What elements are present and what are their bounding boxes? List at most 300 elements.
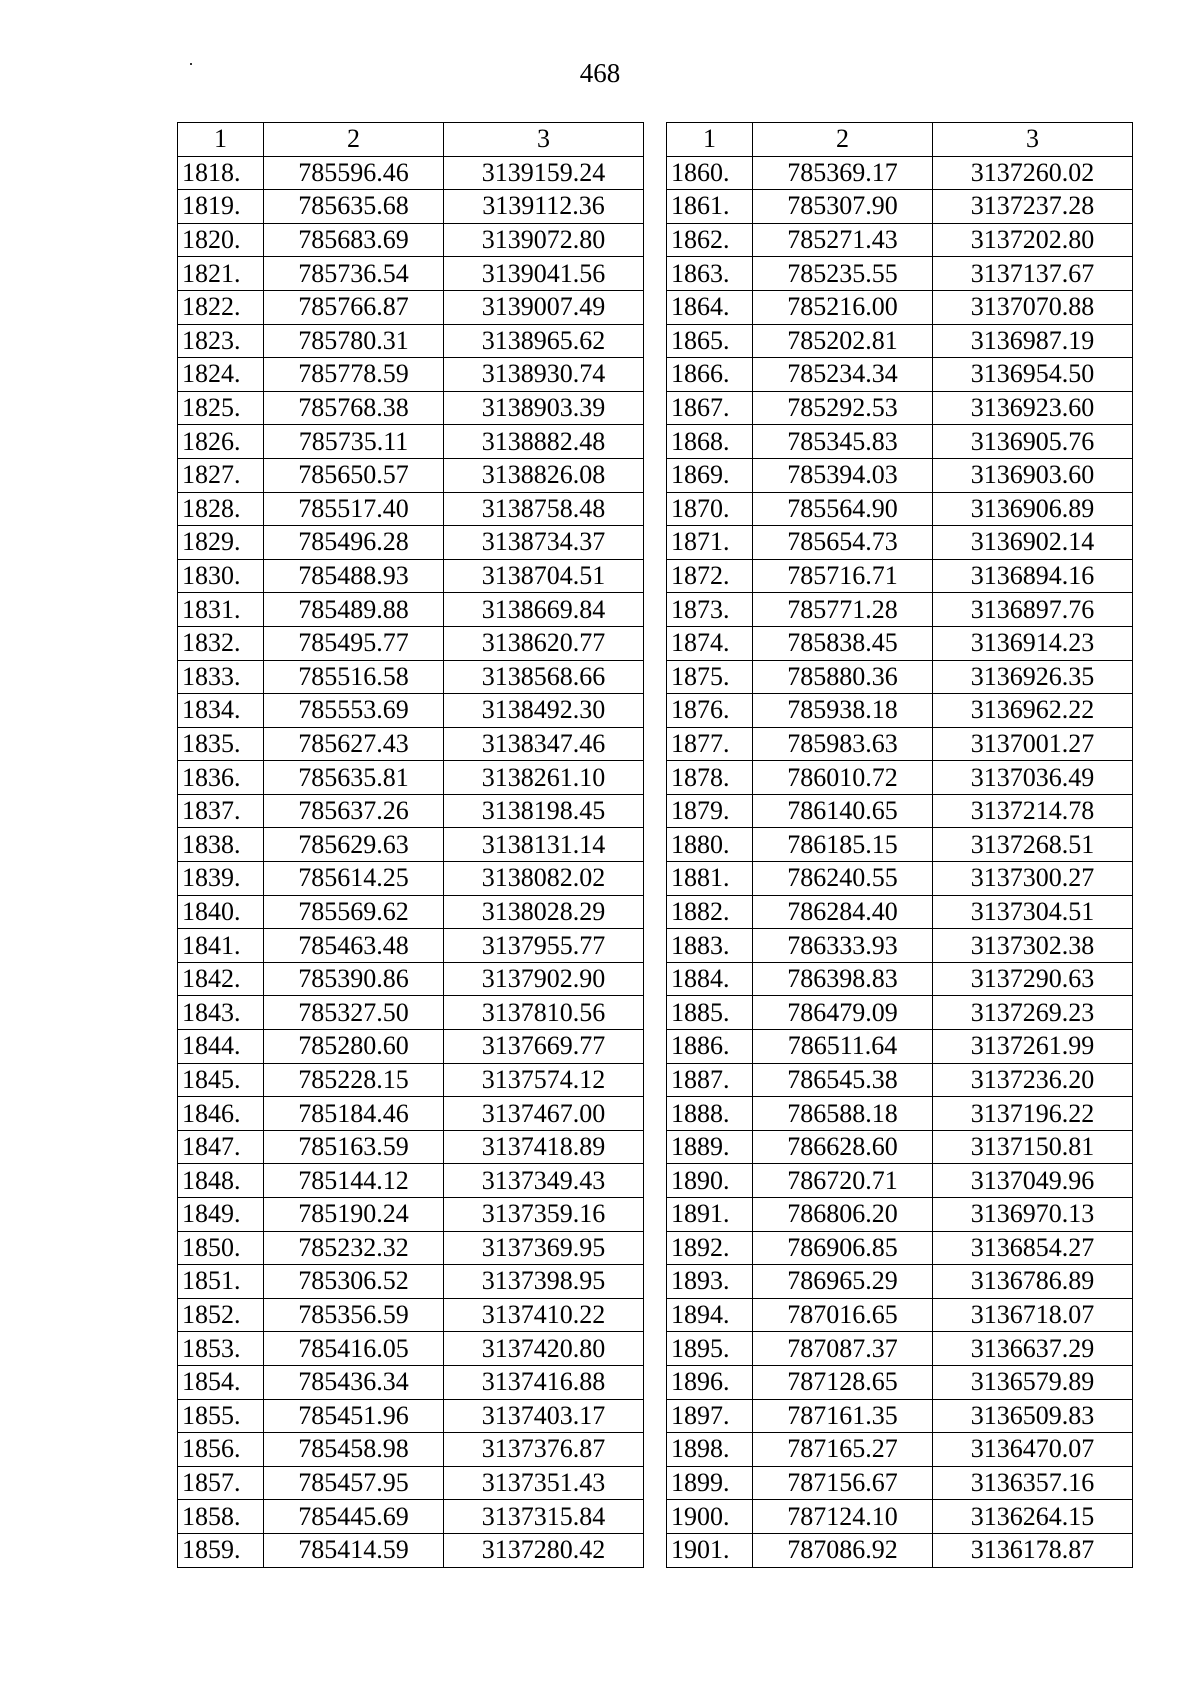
point-number-cell: 1892. [667, 1231, 753, 1265]
table-row [178, 1298, 644, 1332]
y-coordinate-cell: 3136854.27 [933, 1231, 1133, 1265]
table-row [178, 1130, 644, 1164]
point-number-cell: 1886. [667, 1030, 753, 1064]
table-row [667, 1198, 1133, 1232]
x-coordinate-cell: 785983.63 [753, 727, 933, 761]
x-coordinate-cell: 787124.10 [753, 1500, 933, 1534]
point-number-cell: 1895. [667, 1332, 753, 1366]
table-row [178, 929, 644, 963]
point-number-cell: 1849. [178, 1198, 264, 1232]
x-coordinate-cell: 787156.67 [753, 1466, 933, 1500]
point-number-cell: 1834. [178, 694, 264, 728]
x-coordinate-cell: 785216.00 [753, 290, 933, 324]
x-coordinate-cell: 785190.24 [264, 1198, 444, 1232]
point-number-cell: 1888. [667, 1097, 753, 1131]
x-coordinate-cell: 786588.18 [753, 1097, 933, 1131]
y-coordinate-cell: 3137268.51 [933, 828, 1133, 862]
y-coordinate-cell: 3136718.07 [933, 1298, 1133, 1332]
x-coordinate-cell: 786511.64 [753, 1030, 933, 1064]
y-coordinate-cell: 3139007.49 [444, 290, 644, 324]
y-coordinate-cell: 3136954.50 [933, 358, 1133, 392]
table-row [178, 492, 644, 526]
y-coordinate-cell: 3136962.22 [933, 694, 1133, 728]
table-row [667, 425, 1133, 459]
y-coordinate-cell: 3137280.42 [444, 1533, 644, 1567]
table-row [667, 526, 1133, 560]
y-coordinate-cell: 3137137.67 [933, 257, 1133, 291]
x-coordinate-cell: 786479.09 [753, 996, 933, 1030]
table-row [667, 1466, 1133, 1500]
x-coordinate-cell: 786720.71 [753, 1164, 933, 1198]
x-coordinate-cell: 785569.62 [264, 895, 444, 929]
table-row [667, 1500, 1133, 1534]
point-number-cell: 1896. [667, 1365, 753, 1399]
x-coordinate-cell: 785307.90 [753, 190, 933, 224]
point-number-cell: 1881. [667, 862, 753, 896]
table-row [667, 391, 1133, 425]
x-coordinate-cell: 785564.90 [753, 492, 933, 526]
point-number-cell: 1856. [178, 1433, 264, 1467]
x-coordinate-cell: 785489.88 [264, 593, 444, 627]
table-row [178, 290, 644, 324]
y-coordinate-cell: 3138669.84 [444, 593, 644, 627]
x-coordinate-cell: 785232.32 [264, 1231, 444, 1265]
y-coordinate-cell: 3136470.07 [933, 1433, 1133, 1467]
table-row [178, 257, 644, 291]
y-coordinate-cell: 3136906.89 [933, 492, 1133, 526]
point-number-cell: 1873. [667, 593, 753, 627]
y-coordinate-cell: 3137304.51 [933, 895, 1133, 929]
y-coordinate-cell: 3136897.76 [933, 593, 1133, 627]
table-row [667, 257, 1133, 291]
table-header-row [178, 123, 644, 157]
x-coordinate-cell: 786333.93 [753, 929, 933, 963]
y-coordinate-cell: 3139072.80 [444, 223, 644, 257]
point-number-cell: 1835. [178, 727, 264, 761]
point-number-cell: 1893. [667, 1265, 753, 1299]
y-coordinate-cell: 3137214.78 [933, 794, 1133, 828]
table-row [667, 1130, 1133, 1164]
table-row [178, 156, 644, 190]
point-number-cell: 1866. [667, 358, 753, 392]
table-row [178, 1399, 644, 1433]
x-coordinate-cell: 786284.40 [753, 895, 933, 929]
y-coordinate-cell: 3137418.89 [444, 1130, 644, 1164]
point-number-cell: 1845. [178, 1063, 264, 1097]
x-coordinate-cell: 785416.05 [264, 1332, 444, 1366]
x-coordinate-cell: 785766.87 [264, 290, 444, 324]
point-number-cell: 1876. [667, 694, 753, 728]
x-coordinate-cell: 785516.58 [264, 660, 444, 694]
y-coordinate-cell: 3137902.90 [444, 962, 644, 996]
x-coordinate-cell: 786545.38 [753, 1063, 933, 1097]
table-row [178, 794, 644, 828]
x-coordinate-cell: 786906.85 [753, 1231, 933, 1265]
y-coordinate-cell: 3136970.13 [933, 1198, 1133, 1232]
point-number-cell: 1855. [178, 1399, 264, 1433]
y-coordinate-cell: 3137196.22 [933, 1097, 1133, 1131]
point-number-cell: 1865. [667, 324, 753, 358]
y-coordinate-cell: 3137070.88 [933, 290, 1133, 324]
table-row [667, 358, 1133, 392]
point-number-cell: 1818. [178, 156, 264, 190]
x-coordinate-cell: 785292.53 [753, 391, 933, 425]
point-number-cell: 1854. [178, 1365, 264, 1399]
y-coordinate-cell: 3137467.00 [444, 1097, 644, 1131]
y-coordinate-cell: 3138082.02 [444, 862, 644, 896]
y-coordinate-cell: 3138758.48 [444, 492, 644, 526]
y-coordinate-cell: 3137036.49 [933, 761, 1133, 795]
point-number-cell: 1883. [667, 929, 753, 963]
x-coordinate-cell: 785228.15 [264, 1063, 444, 1097]
point-number-cell: 1870. [667, 492, 753, 526]
y-coordinate-cell: 3137261.99 [933, 1030, 1133, 1064]
table-row [667, 458, 1133, 492]
y-coordinate-cell: 3137369.95 [444, 1231, 644, 1265]
page-number: 468 [579, 58, 621, 88]
table-row [178, 1097, 644, 1131]
table-row [178, 727, 644, 761]
x-coordinate-cell: 785629.63 [264, 828, 444, 862]
y-coordinate-cell: 3139112.36 [444, 190, 644, 224]
point-number-cell: 1869. [667, 458, 753, 492]
table-row [178, 962, 644, 996]
x-coordinate-cell: 786010.72 [753, 761, 933, 795]
table-row [667, 694, 1133, 728]
y-coordinate-cell: 3136264.15 [933, 1500, 1133, 1534]
y-coordinate-cell: 3137049.96 [933, 1164, 1133, 1198]
y-coordinate-cell: 3136923.60 [933, 391, 1133, 425]
y-coordinate-cell: 3138903.39 [444, 391, 644, 425]
point-number-cell: 1859. [178, 1533, 264, 1567]
point-number-cell: 1822. [178, 290, 264, 324]
x-coordinate-cell: 785234.34 [753, 358, 933, 392]
column-header-y: 3 [933, 123, 1133, 157]
x-coordinate-cell: 785683.69 [264, 223, 444, 257]
x-coordinate-cell: 785496.28 [264, 526, 444, 560]
y-coordinate-cell: 3137398.95 [444, 1265, 644, 1299]
y-coordinate-cell: 3137202.80 [933, 223, 1133, 257]
y-coordinate-cell: 3136786.89 [933, 1265, 1133, 1299]
point-number-cell: 1872. [667, 559, 753, 593]
point-number-cell: 1899. [667, 1466, 753, 1500]
y-coordinate-cell: 3137315.84 [444, 1500, 644, 1534]
y-coordinate-cell: 3138131.14 [444, 828, 644, 862]
y-coordinate-cell: 3138704.51 [444, 559, 644, 593]
table-row [667, 828, 1133, 862]
x-coordinate-cell: 785938.18 [753, 694, 933, 728]
point-number-cell: 1889. [667, 1130, 753, 1164]
table-row [667, 1533, 1133, 1567]
x-coordinate-cell: 787161.35 [753, 1399, 933, 1433]
table-row [178, 559, 644, 593]
y-coordinate-cell: 3137574.12 [444, 1063, 644, 1097]
x-coordinate-cell: 785184.46 [264, 1097, 444, 1131]
point-number-cell: 1868. [667, 425, 753, 459]
x-coordinate-cell: 785635.68 [264, 190, 444, 224]
x-coordinate-cell: 785369.17 [753, 156, 933, 190]
y-coordinate-cell: 3137359.16 [444, 1198, 644, 1232]
y-coordinate-cell: 3138261.10 [444, 761, 644, 795]
x-coordinate-cell: 785280.60 [264, 1030, 444, 1064]
y-coordinate-cell: 3137269.23 [933, 996, 1133, 1030]
x-coordinate-cell: 785345.83 [753, 425, 933, 459]
table-row [667, 1063, 1133, 1097]
table-row [178, 862, 644, 896]
table-row [178, 1433, 644, 1467]
table-row [178, 1332, 644, 1366]
table-row [667, 492, 1133, 526]
coordinates-table-left [177, 122, 644, 1568]
x-coordinate-cell: 786806.20 [753, 1198, 933, 1232]
point-number-cell: 1844. [178, 1030, 264, 1064]
table-row [178, 694, 644, 728]
x-coordinate-cell: 785488.93 [264, 559, 444, 593]
table-row [178, 526, 644, 560]
point-number-cell: 1884. [667, 962, 753, 996]
x-coordinate-cell: 785768.38 [264, 391, 444, 425]
x-coordinate-cell: 785635.81 [264, 761, 444, 795]
point-number-cell: 1882. [667, 895, 753, 929]
point-number-cell: 1824. [178, 358, 264, 392]
point-number-cell: 1878. [667, 761, 753, 795]
table-row [178, 996, 644, 1030]
x-coordinate-cell: 786185.15 [753, 828, 933, 862]
table-row [178, 1533, 644, 1567]
table-row [178, 1198, 644, 1232]
y-coordinate-cell: 3136509.83 [933, 1399, 1133, 1433]
x-coordinate-cell: 787086.92 [753, 1533, 933, 1567]
y-coordinate-cell: 3138734.37 [444, 526, 644, 560]
x-coordinate-cell: 786965.29 [753, 1265, 933, 1299]
x-coordinate-cell: 785838.45 [753, 626, 933, 660]
y-coordinate-cell: 3136902.14 [933, 526, 1133, 560]
x-coordinate-cell: 787165.27 [753, 1433, 933, 1467]
table-row [667, 1231, 1133, 1265]
y-coordinate-cell: 3137669.77 [444, 1030, 644, 1064]
table-row [667, 1399, 1133, 1433]
x-coordinate-cell: 785414.59 [264, 1533, 444, 1567]
table-row [667, 727, 1133, 761]
table-row [667, 559, 1133, 593]
y-coordinate-cell: 3137349.43 [444, 1164, 644, 1198]
point-number-cell: 1853. [178, 1332, 264, 1366]
x-coordinate-cell: 785553.69 [264, 694, 444, 728]
y-coordinate-cell: 3137403.17 [444, 1399, 644, 1433]
table-row [178, 761, 644, 795]
y-coordinate-cell: 3136987.19 [933, 324, 1133, 358]
y-coordinate-cell: 3137001.27 [933, 727, 1133, 761]
y-coordinate-cell: 3136637.29 [933, 1332, 1133, 1366]
x-coordinate-cell: 785458.98 [264, 1433, 444, 1467]
table-row [178, 1365, 644, 1399]
point-number-cell: 1862. [667, 223, 753, 257]
point-number-cell: 1841. [178, 929, 264, 963]
x-coordinate-cell: 785457.95 [264, 1466, 444, 1500]
table-row [667, 862, 1133, 896]
x-coordinate-cell: 785463.48 [264, 929, 444, 963]
y-coordinate-cell: 3138930.74 [444, 358, 644, 392]
x-coordinate-cell: 785356.59 [264, 1298, 444, 1332]
point-number-cell: 1885. [667, 996, 753, 1030]
point-number-cell: 1890. [667, 1164, 753, 1198]
point-number-cell: 1819. [178, 190, 264, 224]
x-coordinate-cell: 785627.43 [264, 727, 444, 761]
y-coordinate-cell: 3138826.08 [444, 458, 644, 492]
x-coordinate-cell: 785735.11 [264, 425, 444, 459]
y-coordinate-cell: 3137351.43 [444, 1466, 644, 1500]
table-row [667, 324, 1133, 358]
table-row [667, 223, 1133, 257]
x-coordinate-cell: 785144.12 [264, 1164, 444, 1198]
y-coordinate-cell: 3138198.45 [444, 794, 644, 828]
point-number-cell: 1820. [178, 223, 264, 257]
coordinates-table-right [666, 122, 1133, 1568]
column-header-x: 2 [264, 123, 444, 157]
x-coordinate-cell: 787087.37 [753, 1332, 933, 1366]
table-row [667, 1265, 1133, 1299]
point-number-cell: 1858. [178, 1500, 264, 1534]
y-coordinate-cell: 3137236.20 [933, 1063, 1133, 1097]
point-number-cell: 1864. [667, 290, 753, 324]
point-number-cell: 1879. [667, 794, 753, 828]
x-coordinate-cell: 785394.03 [753, 458, 933, 492]
table-row [178, 1063, 644, 1097]
x-coordinate-cell: 785736.54 [264, 257, 444, 291]
point-number-cell: 1850. [178, 1231, 264, 1265]
point-number-cell: 1830. [178, 559, 264, 593]
table-row [178, 391, 644, 425]
y-coordinate-cell: 3136905.76 [933, 425, 1133, 459]
point-number-cell: 1839. [178, 862, 264, 896]
y-coordinate-cell: 3137260.02 [933, 156, 1133, 190]
table-row [178, 626, 644, 660]
y-coordinate-cell: 3137376.87 [444, 1433, 644, 1467]
point-number-cell: 1842. [178, 962, 264, 996]
column-header-number: 1 [667, 123, 753, 157]
point-number-cell: 1887. [667, 1063, 753, 1097]
table-row [667, 1332, 1133, 1366]
table-row [667, 190, 1133, 224]
point-number-cell: 1823. [178, 324, 264, 358]
x-coordinate-cell: 787016.65 [753, 1298, 933, 1332]
y-coordinate-cell: 3138492.30 [444, 694, 644, 728]
x-coordinate-cell: 786140.65 [753, 794, 933, 828]
point-number-cell: 1838. [178, 828, 264, 862]
table-row [178, 190, 644, 224]
x-coordinate-cell: 785778.59 [264, 358, 444, 392]
y-coordinate-cell: 3136903.60 [933, 458, 1133, 492]
point-number-cell: 1821. [178, 257, 264, 291]
point-number-cell: 1836. [178, 761, 264, 795]
y-coordinate-cell: 3136914.23 [933, 626, 1133, 660]
point-number-cell: 1874. [667, 626, 753, 660]
table-header-row [667, 123, 1133, 157]
y-coordinate-cell: 3137420.80 [444, 1332, 644, 1366]
point-number-cell: 1900. [667, 1500, 753, 1534]
x-coordinate-cell: 785271.43 [753, 223, 933, 257]
x-coordinate-cell: 785436.34 [264, 1365, 444, 1399]
point-number-cell: 1829. [178, 526, 264, 560]
table-row [178, 1265, 644, 1299]
table-row [178, 324, 644, 358]
x-coordinate-cell: 785445.69 [264, 1500, 444, 1534]
x-coordinate-cell: 785780.31 [264, 324, 444, 358]
point-number-cell: 1848. [178, 1164, 264, 1198]
x-coordinate-cell: 785654.73 [753, 526, 933, 560]
table-row [667, 761, 1133, 795]
y-coordinate-cell: 3136926.35 [933, 660, 1133, 694]
table-row [667, 290, 1133, 324]
x-coordinate-cell: 786398.83 [753, 962, 933, 996]
y-coordinate-cell: 3138620.77 [444, 626, 644, 660]
point-number-cell: 1891. [667, 1198, 753, 1232]
table-row [667, 895, 1133, 929]
point-number-cell: 1847. [178, 1130, 264, 1164]
table-row [178, 828, 644, 862]
table-row [178, 223, 644, 257]
point-number-cell: 1871. [667, 526, 753, 560]
y-coordinate-cell: 3137410.22 [444, 1298, 644, 1332]
table-row [667, 1365, 1133, 1399]
table-row [667, 1097, 1133, 1131]
point-number-cell: 1826. [178, 425, 264, 459]
point-number-cell: 1860. [667, 156, 753, 190]
y-coordinate-cell: 3136894.16 [933, 559, 1133, 593]
x-coordinate-cell: 785517.40 [264, 492, 444, 526]
point-number-cell: 1828. [178, 492, 264, 526]
point-number-cell: 1843. [178, 996, 264, 1030]
x-coordinate-cell: 785771.28 [753, 593, 933, 627]
y-coordinate-cell: 3136357.16 [933, 1466, 1133, 1500]
table-row [667, 929, 1133, 963]
table-row [667, 962, 1133, 996]
table-row [178, 1164, 644, 1198]
table-row [667, 1298, 1133, 1332]
y-coordinate-cell: 3137302.38 [933, 929, 1133, 963]
table-row [667, 1433, 1133, 1467]
y-coordinate-cell: 3137290.63 [933, 962, 1133, 996]
x-coordinate-cell: 785716.71 [753, 559, 933, 593]
point-number-cell: 1832. [178, 626, 264, 660]
y-coordinate-cell: 3137955.77 [444, 929, 644, 963]
column-header-number: 1 [178, 123, 264, 157]
point-number-cell: 1897. [667, 1399, 753, 1433]
point-number-cell: 1827. [178, 458, 264, 492]
table-row [178, 660, 644, 694]
y-coordinate-cell: 3138568.66 [444, 660, 644, 694]
x-coordinate-cell: 785390.86 [264, 962, 444, 996]
y-coordinate-cell: 3136178.87 [933, 1533, 1133, 1567]
point-number-cell: 1851. [178, 1265, 264, 1299]
column-header-y: 3 [444, 123, 644, 157]
y-coordinate-cell: 3137150.81 [933, 1130, 1133, 1164]
point-number-cell: 1825. [178, 391, 264, 425]
point-number-cell: 1833. [178, 660, 264, 694]
y-coordinate-cell: 3137300.27 [933, 862, 1133, 896]
x-coordinate-cell: 785495.77 [264, 626, 444, 660]
table-row [667, 626, 1133, 660]
point-number-cell: 1837. [178, 794, 264, 828]
x-coordinate-cell: 787128.65 [753, 1365, 933, 1399]
table-row [178, 1500, 644, 1534]
x-coordinate-cell: 785327.50 [264, 996, 444, 1030]
point-number-cell: 1857. [178, 1466, 264, 1500]
point-number-cell: 1877. [667, 727, 753, 761]
y-coordinate-cell: 3136579.89 [933, 1365, 1133, 1399]
table-row [178, 1466, 644, 1500]
x-coordinate-cell: 786628.60 [753, 1130, 933, 1164]
